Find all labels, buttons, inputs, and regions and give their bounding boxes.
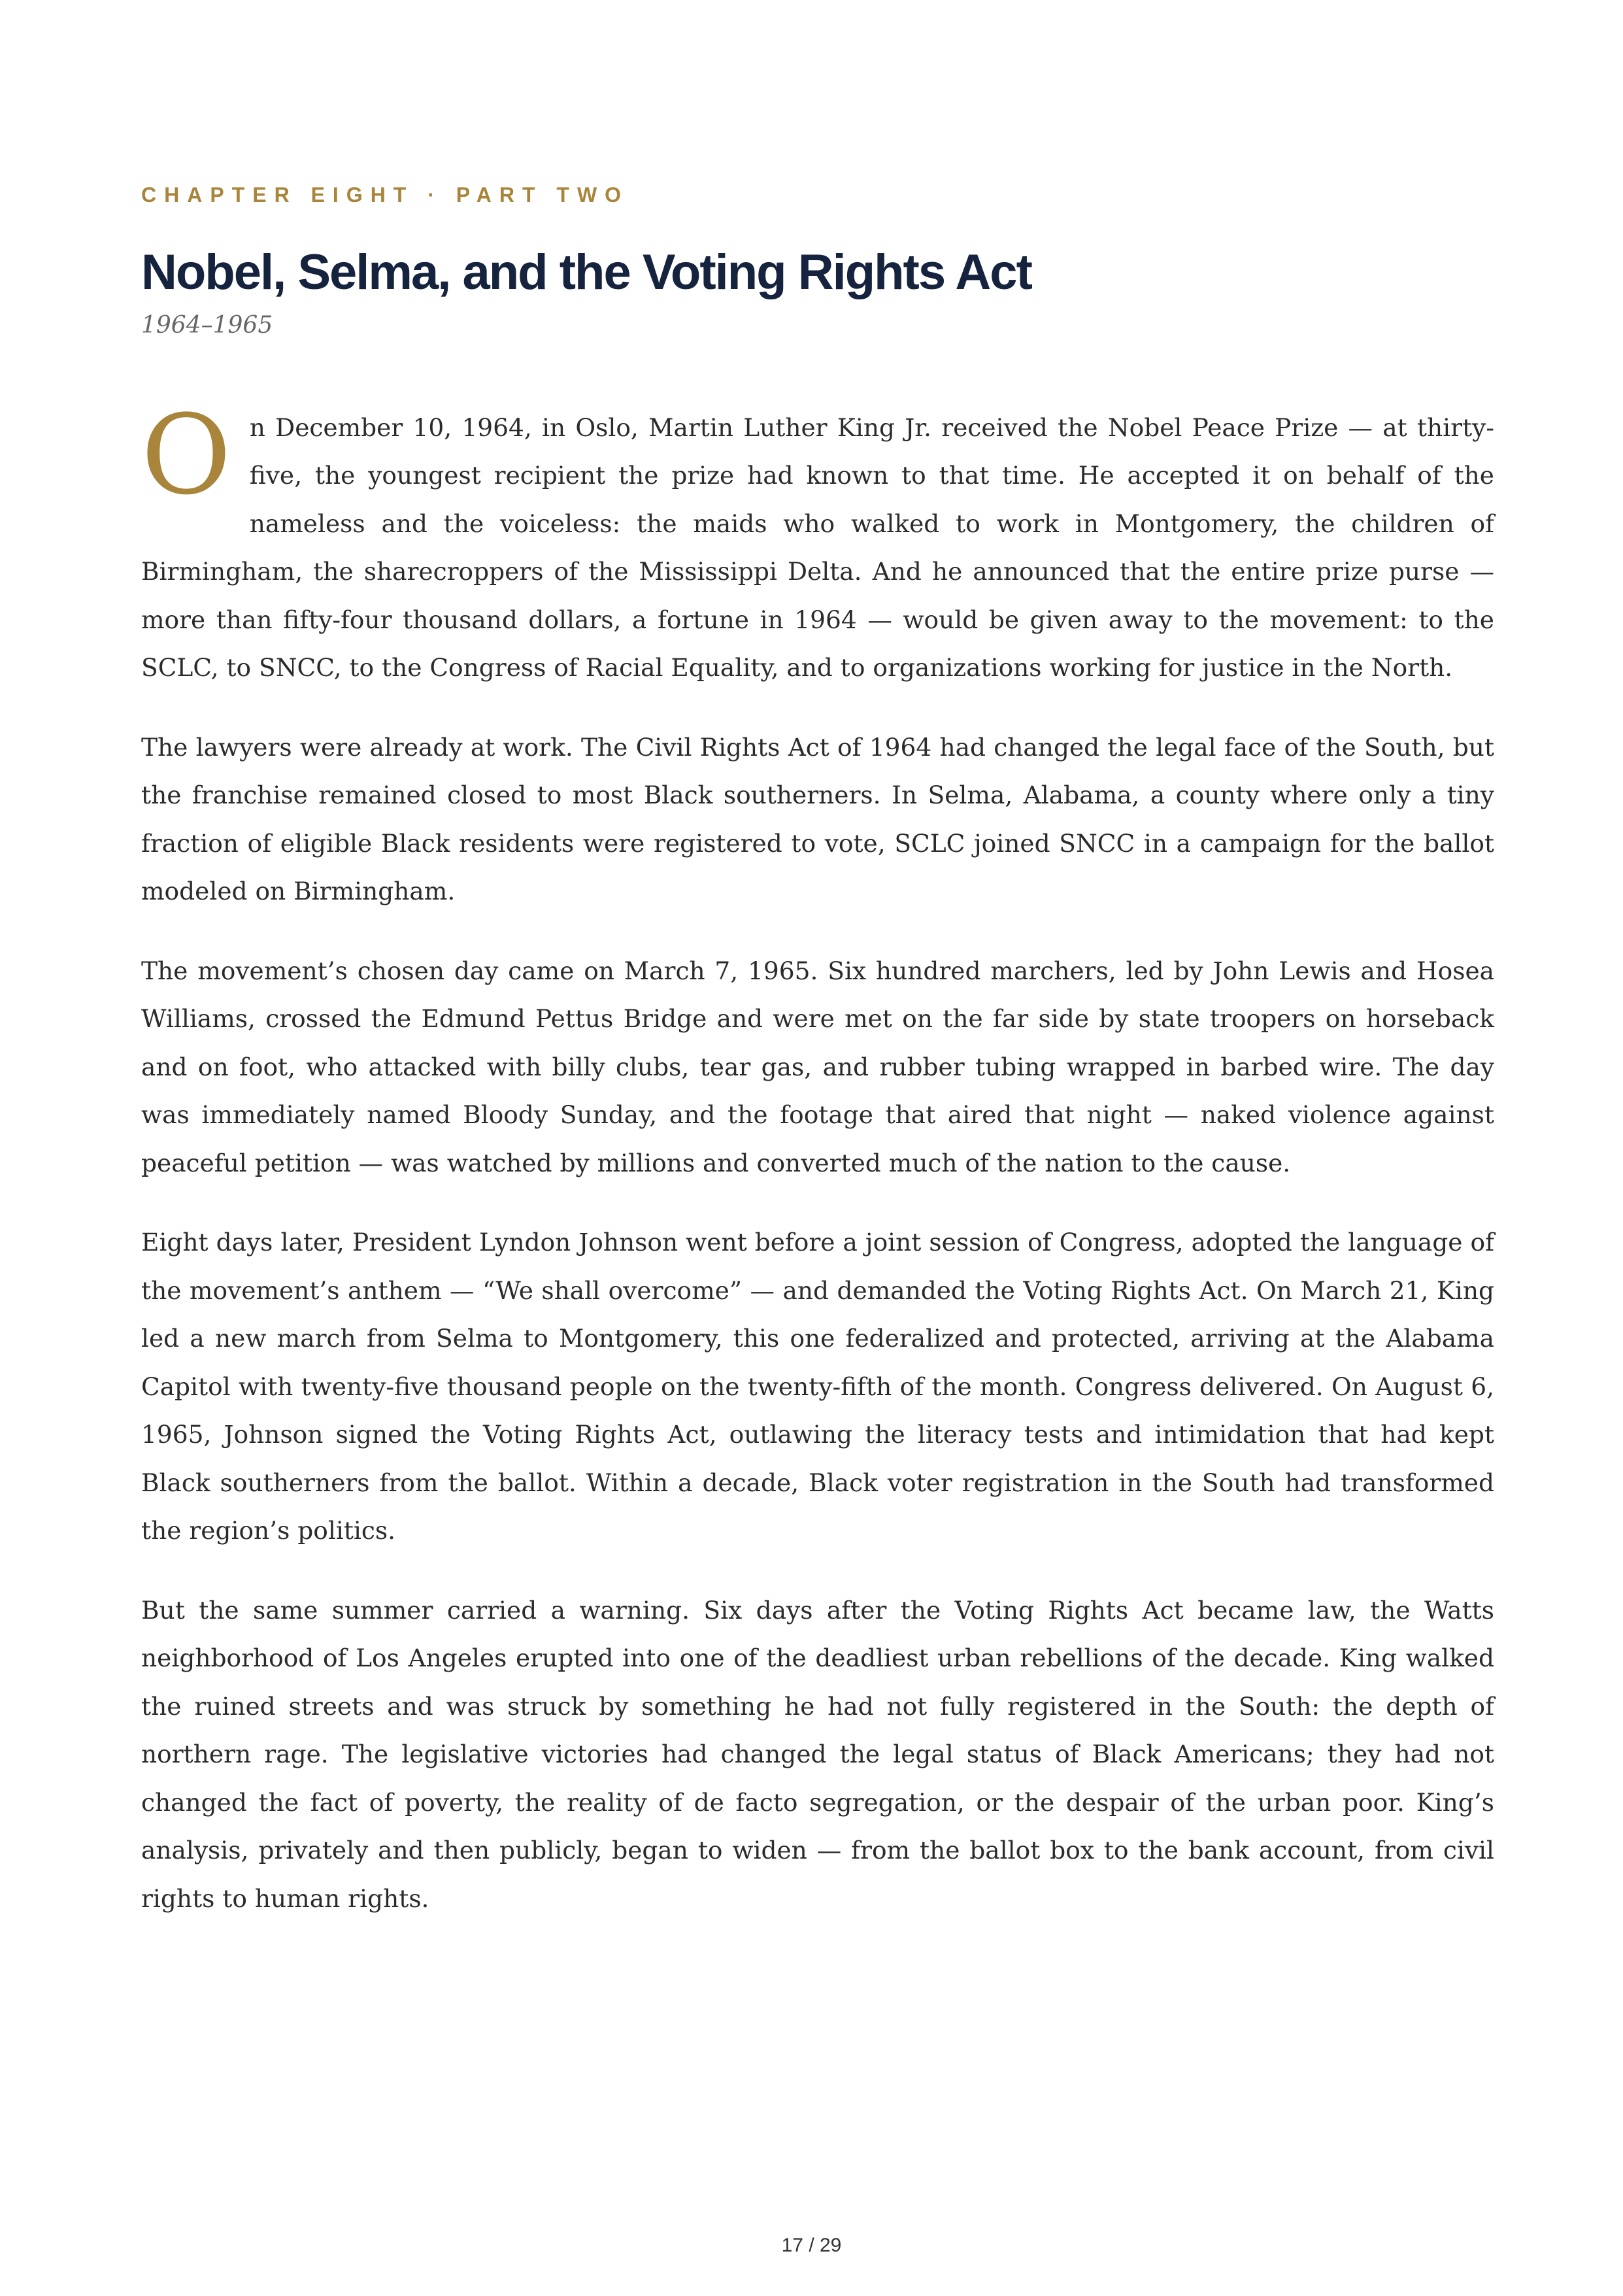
paragraph-2: The lawyers were already at work. The Civil Rights Act of 1964 had changed the legal face of the South, but the franchise remained closed to most Black southerners. In Selma, Alabama, a county where only a tiny fraction of eligible Black residents were registered to vote, SCLC joined SNCC in a campaign for the ballot modeled on Birmingham. [141,732,1494,906]
paragraph-5: But the same summer carried a warning. Six days after the Voting Rights Act became law, the Watts neighborhood of Los Angeles erupted into one of the deadliest urban rebellions of the decade. King walked the ruined streets and was struck by something he had not fully registered in the South: the depth of northern rage. The legislative victories had changed the legal status of Black Americans; they had not changed the fact of poverty, the reality of de facto segregation, or the despair of the urban poor. King’s analysis, privately and then publicly, began to widen — from the ballot box to the bank account, from civil rights to human rights. [141,1595,1494,1913]
paragraph-4: Eight days later, President Lyndon Johnson went before a joint session of Congress, adopted the language of the movement’s anthem — “We shall overcome” — and demanded the Voting Rights Act. On March 21, King led a new march from Selma to Montgomery, this one federalized and protected, arriving at the Alabama Capitol with twenty-five thousand people on the twenty-fifth of the month. Congress delivered. On August 6, 1965, Johnson signed the Voting Rights Act, outlawing the literacy tests and intimidation that had kept Black southerners from the ballot. Within a decade, Black voter registration in the South had transformed the region’s politics. [141,1228,1494,1545]
drop-cap: O [141,390,231,519]
paragraph-3: The movement’s chosen day came on March 7, 1965. Six hundred marchers, led by John Lewis and Hosea Williams, crossed the Edmund Pettus Bridge and were met on the far side by state troopers on horseback and on foot, who attacked with billy clubs, tear gas, and rubber tubing wrapped in barbed wire. The day was immediately named Bloody Sunday, and the footage that aired that night — naked violence against peaceful petition — was watched by millions and converted much of the nation to the cause. [141,956,1494,1177]
chapter-content [141,183,1494,1954]
paragraph-1 [141,390,1494,692]
chapter-dates: 1964–1965 [141,311,273,339]
chapter-title: Nobel, Selma, and the Voting Rights Act [141,245,1031,300]
chapter-body [141,390,1494,1923]
page-number: 17 / 29 [781,2235,842,2256]
paragraph-1-text: n December 10, 1964, in Oslo, Martin Luther King Jr. received the Nobel Peace Prize — at thirty-five, the youngest recipient the prize had known to that time. He accepted it on behalf of the nameless and the voiceless: the maids who walked to work in Montgomery, the children of Birmingham, the sharecroppers of the Mississippi Delta. And he announced that the entire prize purse — more than fifty-four thousand dollars, a fortune in 1964 — would be given away to the movement: to the SCLC, to SNCC, to the Congress of Racial Equality, and to organizations working for justice in the North. [141,413,1494,683]
chapter-kicker: CHAPTER EIGHT · PART TWO [141,183,629,207]
